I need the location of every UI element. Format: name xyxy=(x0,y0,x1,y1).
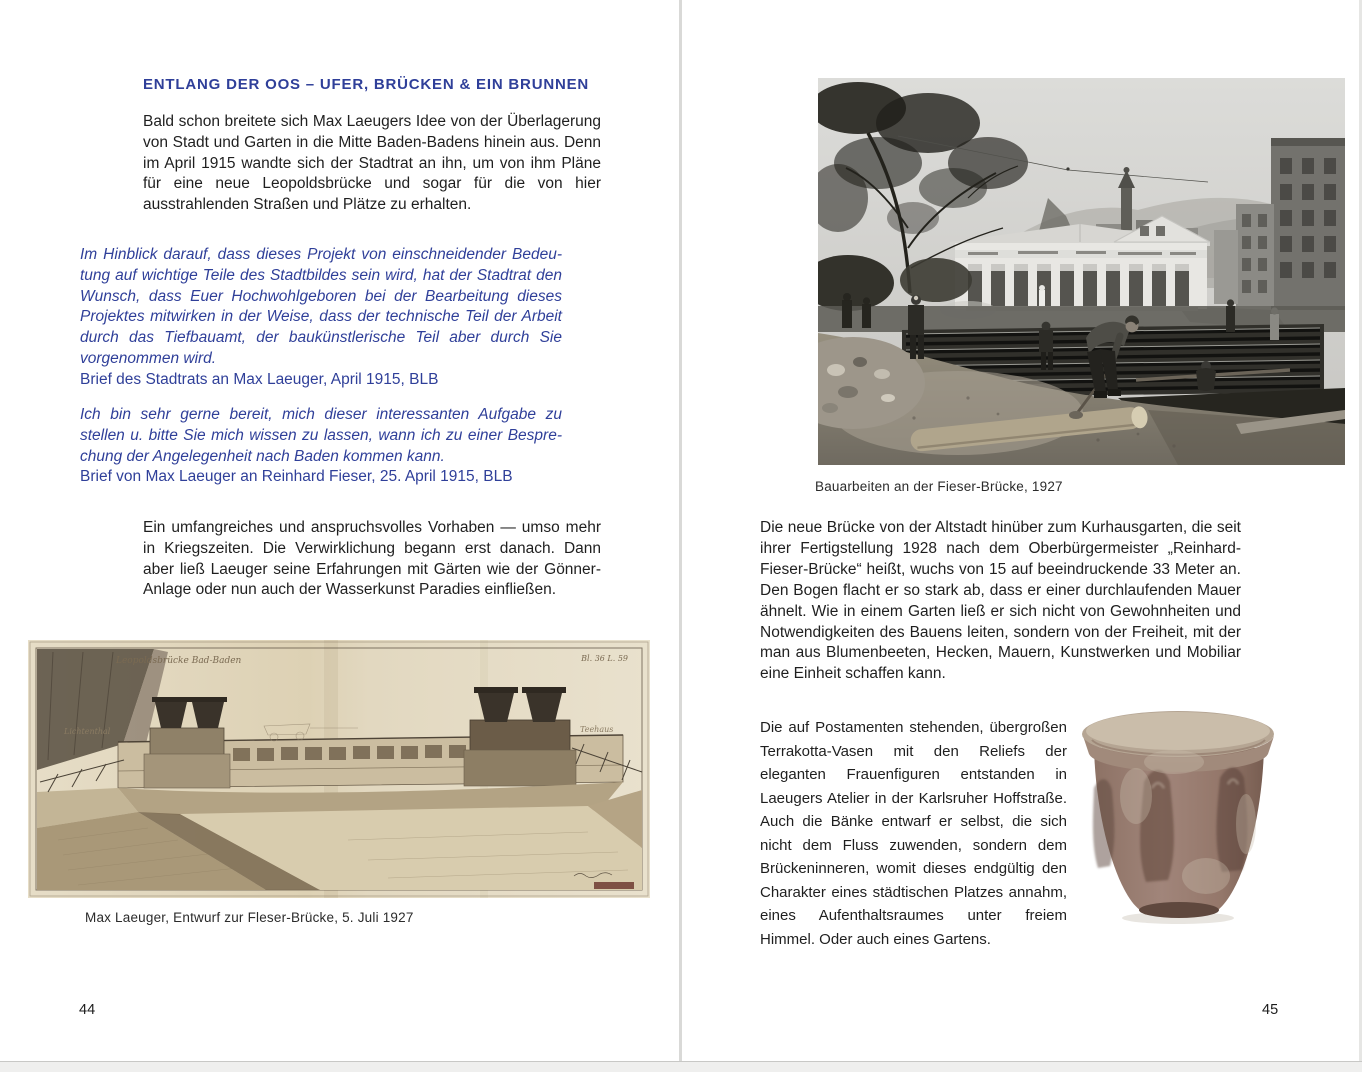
canal xyxy=(37,782,642,890)
page-gutter-divider xyxy=(679,0,682,1061)
drawing-caption: Max Laeuger, Entwurf zur Fleser-Brücke, 5. Juli 1927 xyxy=(85,910,414,925)
figure-in-white xyxy=(1039,290,1045,307)
letter-quote-1 xyxy=(80,245,562,391)
letter-quote-2 xyxy=(80,405,562,488)
page-left xyxy=(0,0,679,1061)
page-number-right: 45 xyxy=(1262,1002,1279,1018)
quote-source: Brief von Max Laeuger an Reinhard Fieser, 25. April 1915, BLB xyxy=(80,468,513,486)
drawing-script-title: Leopoldsbrücke Bad-Baden xyxy=(116,656,242,666)
section-heading: ENTLANG DER OOS – UFER, BRÜCKEN & EIN BRUNNEN xyxy=(143,76,590,93)
construction-photo xyxy=(818,78,1345,465)
drawing-label-left: Lichtenthal xyxy=(64,727,111,736)
archive-stamp xyxy=(594,882,634,889)
terracotta-vase-illustration xyxy=(1078,704,1278,932)
paragraph-intro: Bald schon breitete sich Max Laeugers Idee von der Überlagerung von Stadt und Garten in die Mitte Baden-Badens hinein aus. Denn im April 1915 wandte sich der Stadtrat an ihn, um von ihm Pläne für eine neue Leopoldsbrücke und sogar für die von hier ausstrahlenden Straßen und Plätze zu erhalten. xyxy=(143,113,601,214)
church-tower xyxy=(1121,186,1132,230)
construction-photo-illustration xyxy=(818,78,1345,465)
viewer-bottom-bar xyxy=(0,1061,1362,1072)
paragraph-conclusion: Ein umfangreiches und anspruchsvolles Vorhaben — umso mehr in Kriegszeiten. Die Verwirklichung begann erst danach. Dann aber ließ Laeuger seine Erfahrungen mit Gärten wie der Gönner-Anlage oder nun auch der Wasserkunst Paradies einfließen. xyxy=(143,519,601,599)
drawing-sheet-number: Bl. 36 L. 59 xyxy=(581,654,628,663)
quote-source: Brief des Stadtrats an Max Laeuger, April 1915, BLB xyxy=(80,370,439,388)
bridge-drawing-illustration xyxy=(28,640,650,898)
terracotta-vase-photo xyxy=(1078,704,1278,932)
page-number-left: 44 xyxy=(79,1002,96,1018)
paragraph-vases: Die auf Postamenten stehenden, übergroßen Terrakotta-Vasen mit den Reliefs der eleganten Frauenfiguren entstanden in Laeugers Atelier in der Karlsruher Hoffstraße. Auch die Bänke entwarf er selbst, die sich nicht dem Fluss zuwenden, sondern dem Brückeninneren, womit dieses endgültig den Charakter eines städtischen Platzes annahm, eines Aufenthaltsraumes unter freiem Himmel. Oder auch eines Gartens. xyxy=(760,719,1067,948)
drawing-label-right: Teehaus xyxy=(580,725,614,734)
paragraph-bridge: Die neue Brücke von der Altstadt hinüber zum Kurhausgarten, die seit ihrer Fertigstellung 1928 nach dem Oberbürgermeister „Reinhard-Fieser-Brücke“ heißt, wuchs von 15 auf beeindruckende 33 Meter an. Den Bogen flacht er so stark ab, dass er einer durchlaufenden Mauer ähnelt. Wie in einem Garten ließ er sich nicht von Gewohnheiten und Notwendigkeiten des Bauens leiten, sondern von der Freiheit, mit der man aus Blumenbeeten, Hecken, Mauern, Kunstwerken und Mobiliar eine Einheit schaffen kann. xyxy=(760,519,1241,683)
quote-text: Im Hinblick darauf, dass dieses Projekt von einschneidender Bedeutung auf wichtige Teile des Stadtbildes sein wird, hat der Stadtrat den Wunsch, dass Euer Hochwohlgeboren bei der Bearbeitung dieses Projektes mitwirken in der Weise, dass der technische Teil der Arbeit durch das Tiefbauamt, der baukünstlerische Teil aber durch Sie vorgenommen wird. xyxy=(80,246,562,367)
bridge-design-drawing xyxy=(28,640,650,898)
photo-caption: Bauarbeiten an der Fieser-Brücke, 1927 xyxy=(815,479,1063,494)
quote-text: Ich bin sehr gerne bereit, mich dieser interessanten Aufgabe zu stellen u. bitte Sie mich wissen zu lassen, wann ich zu einer Besprechung der Angelegenheit nach Baden kommen kann. xyxy=(80,406,562,465)
